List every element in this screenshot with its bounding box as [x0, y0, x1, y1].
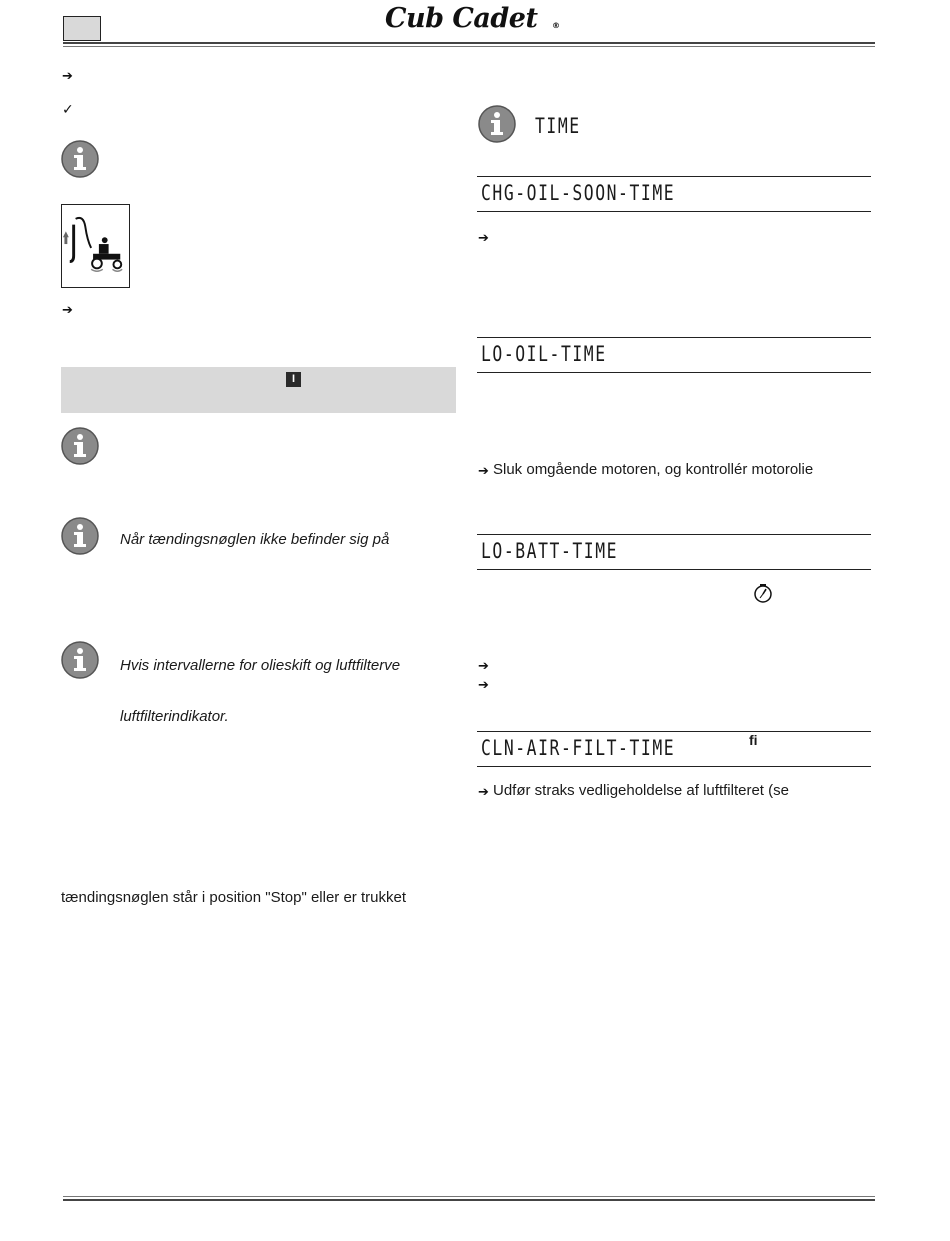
tractor-lift-pictogram	[61, 204, 130, 288]
arrow-bullet: ➔	[62, 302, 73, 317]
note-text: Hvis intervallerne for olieskift og luftfilterve	[120, 657, 401, 674]
arrow-bullet: ➔	[478, 677, 489, 692]
lcd-message-code: CLN-AIR-FILT-TIME	[481, 736, 676, 760]
clock-icon	[753, 584, 773, 604]
brand-name: Cub Cadet	[385, 3, 538, 34]
cub-cadet-logo	[383, 0, 563, 36]
lcd-message-row	[477, 534, 871, 570]
arrow-bullet: ➔	[478, 463, 489, 478]
brand-mark: ®	[552, 21, 560, 30]
arrow-bullet: ➔	[478, 658, 489, 673]
lcd-message-code: LO-BATT-TIME	[481, 539, 619, 563]
arrow-bullet: ➔	[478, 230, 489, 245]
lcd-time-label: TIME	[535, 114, 581, 138]
info-icon	[61, 641, 99, 679]
lcd-message-suffix: fi	[749, 732, 758, 748]
info-icon	[478, 105, 516, 143]
lcd-message-row	[477, 337, 871, 373]
brand-logo	[383, 0, 563, 36]
info-icon	[61, 140, 99, 178]
lcd-message-row	[477, 176, 871, 212]
footer-rule-thin	[63, 1196, 875, 1197]
language-box	[63, 16, 101, 41]
section-band	[61, 367, 456, 413]
oil-instruction: Sluk omgående motoren, og kontrollér motorolie	[493, 461, 814, 478]
air-instruction: Udfør straks vedligeholdelse af luftfilteret (se	[493, 782, 789, 799]
arrow-bullet: ➔	[478, 784, 489, 799]
info-icon	[61, 517, 99, 555]
body-text: tændingsnøglen står i position "Stop" eller er trukket	[61, 889, 406, 906]
note-text: Når tændingsnøglen ikke befinder sig på	[120, 531, 390, 548]
note-text: luftfilterindikator.	[120, 708, 229, 725]
lcd-message-code: LO-OIL-TIME	[481, 342, 607, 366]
header-rule	[63, 42, 875, 44]
check-bullet: ✓	[62, 101, 74, 117]
arrow-bullet: ➔	[62, 68, 73, 83]
info-icon	[61, 427, 99, 465]
lcd-message-code: CHG-OIL-SOON-TIME	[481, 181, 676, 205]
key-position-icon: I	[286, 372, 301, 387]
footer-rule	[63, 1199, 875, 1201]
header-rule-thin	[63, 46, 875, 47]
lcd-message-row	[477, 731, 871, 767]
